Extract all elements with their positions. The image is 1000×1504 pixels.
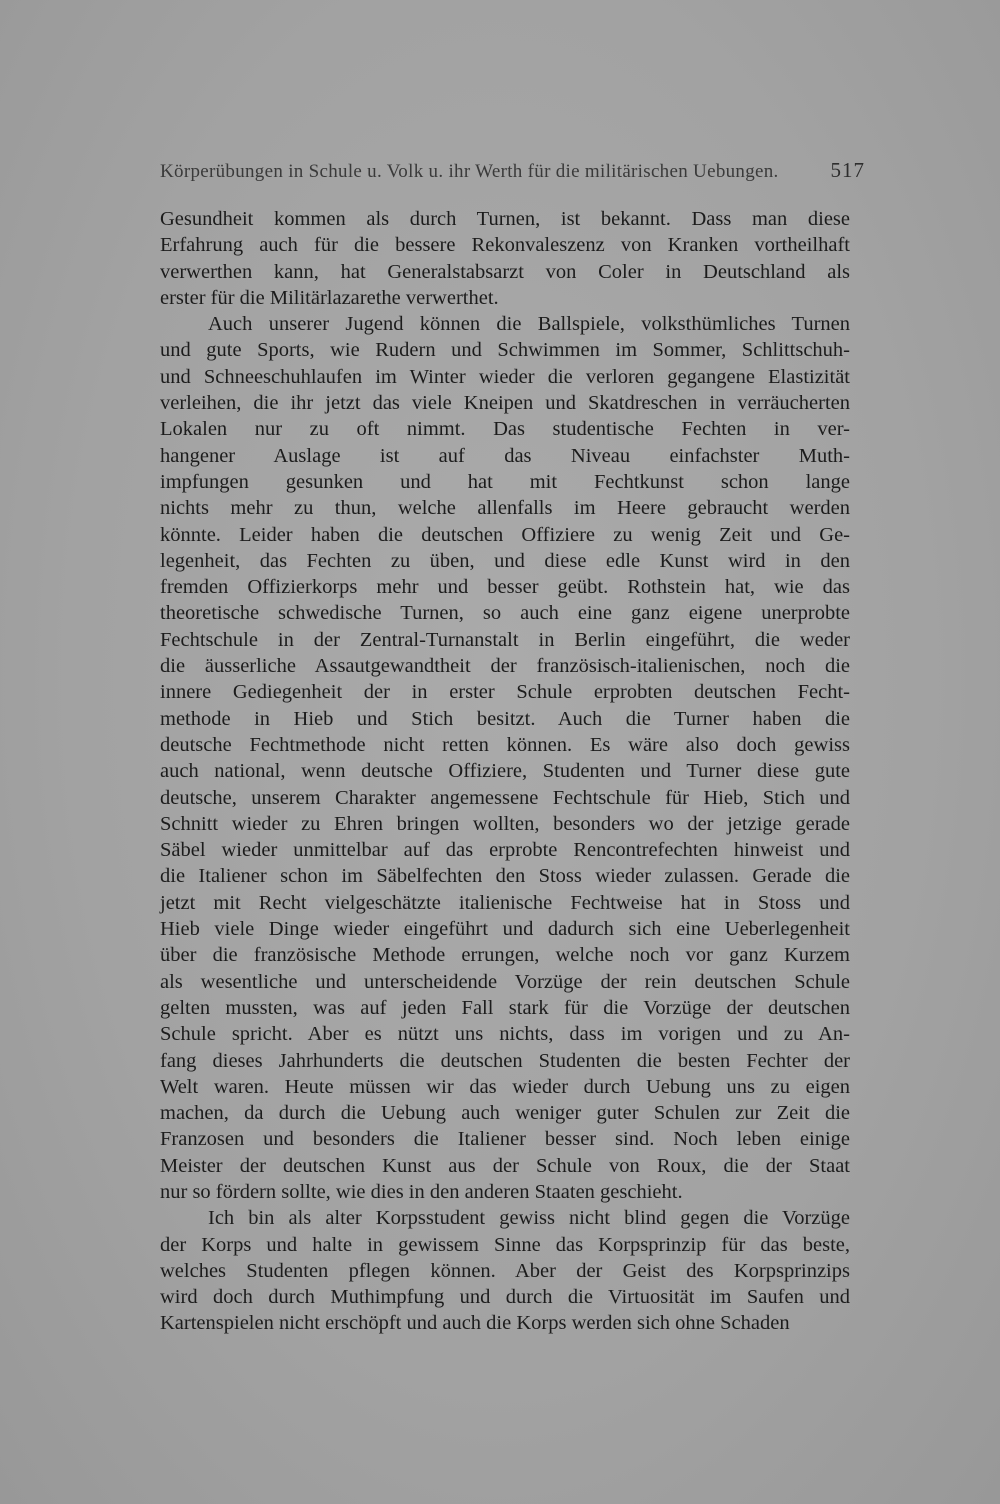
text-line: verwerthen kann, hat Generalstabsarzt von Coler in Deutschland als	[160, 260, 850, 283]
text-line: Meister der deutschen Kunst aus der Schule von Roux, die der Staat	[160, 1154, 850, 1177]
text-line: verleihen, die ihr jetzt das viele Kneipen und Skatdreschen in verräucherten	[160, 392, 850, 415]
text-line: Franzosen und besonders die Italiener besser sind. Noch leben einige	[160, 1128, 850, 1151]
text-line: der Korps und halte in gewissem Sinne das Korpsprinzip für das beste,	[160, 1233, 850, 1256]
text-line: Fechtschule in der Zentral-Turnanstalt in Berlin eingeführt, die weder	[160, 628, 850, 651]
text-line: jetzt mit Recht vielgeschätzte italienische Fechtweise hat in Stoss und	[160, 891, 850, 914]
paragraph	[160, 311, 850, 1205]
text-line: und gute Sports, wie Rudern und Schwimmen im Sommer, Schlittschuh-	[160, 339, 850, 362]
text-line: deutsche Fechtmethode nicht retten können. Es wäre also doch gewiss	[160, 733, 850, 756]
text-line: fang dieses Jahrhunderts die deutschen Studenten die besten Fechter der	[160, 1049, 850, 1072]
text-line: legenheit, das Fechten zu üben, und diese edle Kunst wird in den	[160, 549, 850, 572]
text-line: fremden Offizierkorps mehr und besser geübt. Rothstein hat, wie das	[160, 576, 850, 599]
text-line: und Schneeschuhlaufen im Winter wieder die verloren gegangene Elastizität	[160, 365, 850, 388]
text-line: über die französische Methode errungen, welche noch vor ganz Kurzem	[160, 944, 850, 967]
text-line: Säbel wieder unmittelbar auf das erprobte Rencontrefechten hinweist und	[160, 839, 850, 862]
text-line: machen, da durch die Uebung auch weniger guter Schulen zur Zeit die	[160, 1102, 850, 1125]
text-line: Auch unserer Jugend können die Ballspiele, volksthümliches Turnen	[208, 313, 850, 336]
text-line: nur so fördern sollte, wie dies in den anderen Staaten geschieht.	[160, 1180, 683, 1203]
text-line: wird doch durch Muthimpfung und durch die Virtuosität im Saufen und	[160, 1286, 850, 1309]
text-line: Welt waren. Heute müssen wir das wieder durch Uebung uns zu eigen	[160, 1075, 850, 1098]
text-line: die äusserliche Assautgewandtheit der französisch-italienischen, noch die	[160, 655, 850, 678]
text-line: methode in Hieb und Stich besitzt. Auch die Turner haben die	[160, 707, 850, 730]
text-line: Schnitt wieder zu Ehren bringen wollten, besonders wo der jetzige gerade	[160, 812, 850, 835]
text-line: impfungen gesunken und hat mit Fechtkunst schon lange	[160, 470, 850, 493]
text-line: innere Gediegenheit der in erster Schule erprobten deutschen Fecht-	[160, 681, 850, 704]
text-line: als wesentliche und unterscheidende Vorzüge der rein deutschen Schule	[160, 970, 850, 993]
text-line: Kartenspielen nicht erschöpft und auch die Korps werden sich ohne Schaden	[160, 1312, 790, 1335]
text-line: erster für die Militärlazarethe verwerthet.	[160, 286, 499, 309]
text-line: Hieb viele Dinge wieder eingeführt und dadurch sich eine Ueberlegenheit	[160, 918, 850, 941]
text-line: theoretische schwedische Turnen, so auch eine ganz eigene unerprobte	[160, 602, 850, 625]
paragraph	[160, 206, 850, 311]
running-header	[160, 158, 865, 183]
text-line: die Italiener schon im Säbelfechten den Stoss wieder zulassen. Gerade die	[160, 865, 850, 888]
text-line: hangener Auslage ist auf das Niveau einfachster Muth-	[160, 444, 850, 467]
text-line: Schule spricht. Aber es nützt uns nichts, dass im vorigen und zu An-	[160, 1023, 850, 1046]
text-line: könnte. Leider haben die deutschen Offiziere zu wenig Zeit und Ge-	[160, 523, 850, 546]
text-line: welches Studenten pflegen können. Aber der Geist des Korpsprinzips	[160, 1259, 850, 1282]
text-line: Erfahrung auch für die bessere Rekonvaleszenz von Kranken vortheilhaft	[160, 234, 850, 257]
text-line: Gesundheit kommen als durch Turnen, ist bekannt. Dass man diese	[160, 208, 850, 230]
body-text	[160, 206, 850, 1337]
paragraph	[160, 1205, 850, 1336]
text-line: gelten mussten, was auf jeden Fall stark für die Vorzüge der deutschen	[160, 996, 850, 1019]
page-number: 517	[830, 158, 865, 182]
text-line: Lokalen nur zu oft nimmt. Das studentische Fechten in ver-	[160, 418, 850, 441]
text-line: Ich bin als alter Korpsstudent gewiss nicht blind gegen die Vorzüge	[208, 1207, 850, 1230]
text-line: auch national, wenn deutsche Offiziere, Studenten und Turner diese gute	[160, 760, 850, 783]
text-line: deutsche, unserem Charakter angemessene Fechtschule für Hieb, Stich und	[160, 786, 850, 809]
text-line: nichts mehr zu thun, welche allenfalls im Heere gebraucht werden	[160, 497, 850, 520]
running-title: Körperübungen in Schule u. Volk u. ihr Werth für die militärischen Uebungen.	[160, 161, 779, 182]
